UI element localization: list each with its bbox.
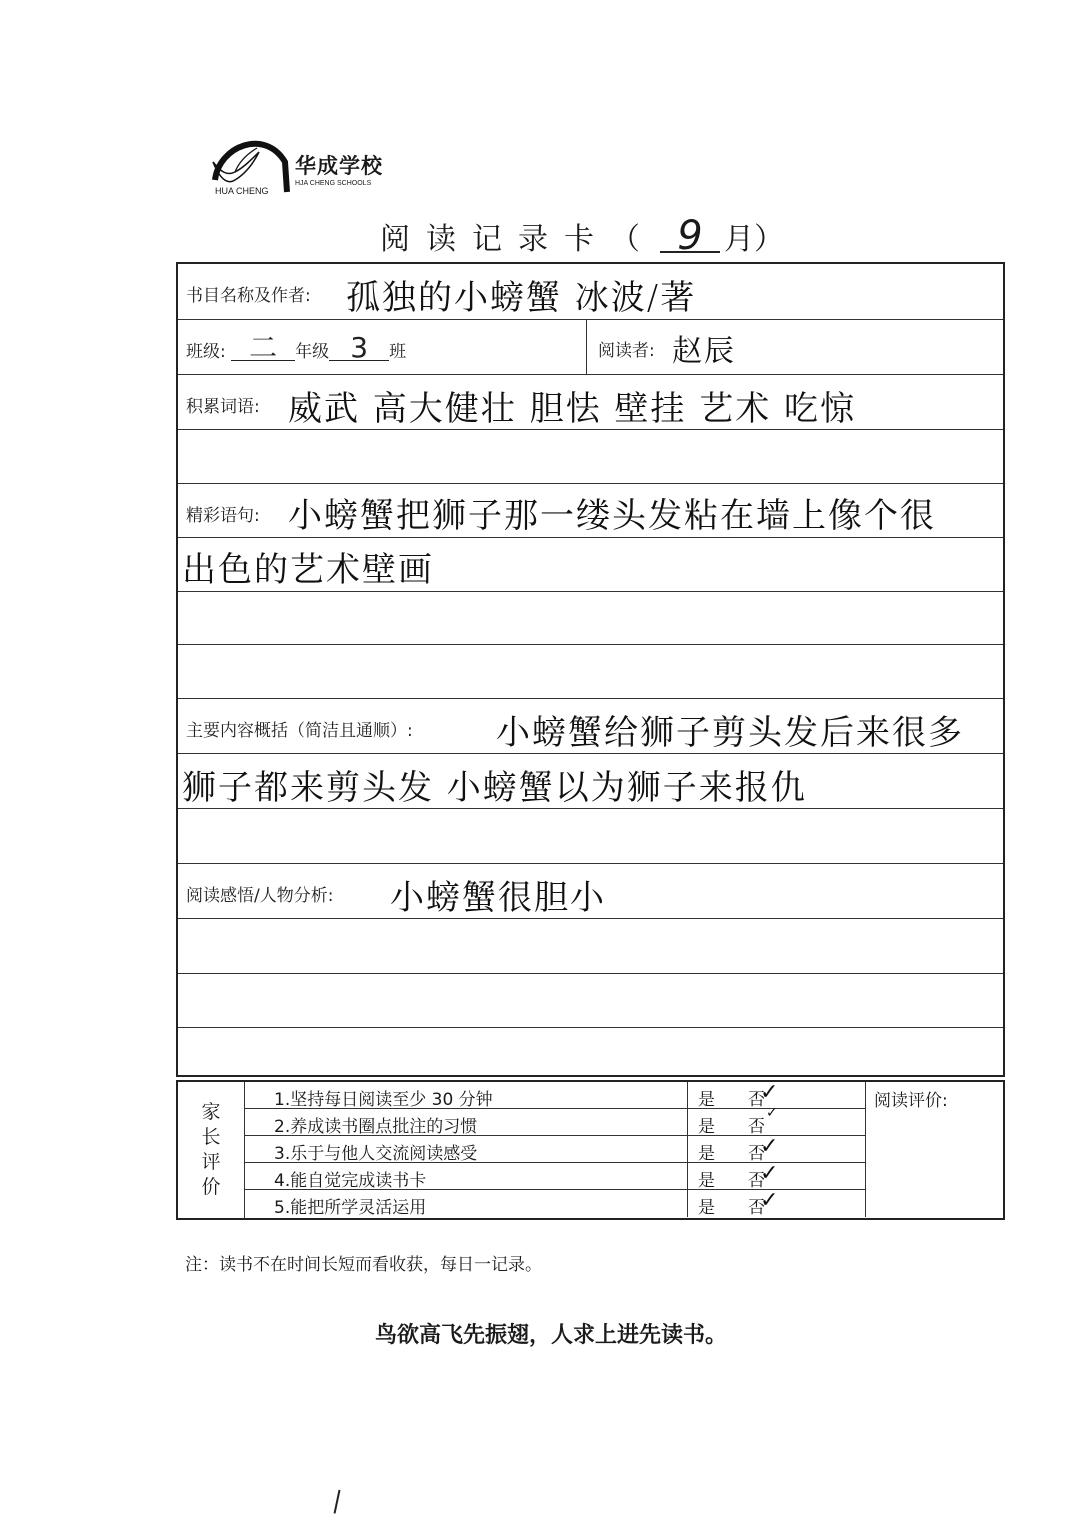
reader-value[interactable]: 赵辰 (672, 334, 736, 369)
pen-mark (334, 1490, 344, 1514)
no-option[interactable]: 否 (748, 1198, 765, 1218)
vocab-value[interactable]: 威武 高大健壮 胆怯 壁挂 艺术 吃惊 (288, 389, 857, 429)
summary-blank-row[interactable] (178, 809, 1003, 864)
sentence-blank-row[interactable] (178, 645, 1003, 699)
column-divider (586, 320, 587, 374)
title-prefix: 阅读记录卡（ (380, 222, 656, 257)
title-suffix: 月） (724, 222, 784, 257)
reading-record-form (176, 262, 1005, 1077)
grade-field[interactable]: 二 (231, 336, 295, 361)
yes-option[interactable]: 是 (698, 1171, 715, 1191)
check-mark-icon: ✓ (766, 1105, 778, 1121)
yes-option[interactable]: 是 (698, 1117, 715, 1137)
summary-row (178, 699, 1003, 754)
reflection-row (178, 864, 1003, 919)
class-info (186, 331, 407, 364)
grade-suffix: 年级 (295, 342, 330, 362)
yes-option[interactable]: 是 (698, 1198, 715, 1218)
parent-eval-side-label (178, 1082, 245, 1218)
class-row (178, 320, 1003, 375)
no-option[interactable]: 否 (748, 1144, 765, 1164)
sentence-row (178, 484, 1003, 538)
check-mark-icon: ✓ (760, 1134, 779, 1159)
book-label: 书目名称及作者: (186, 286, 311, 306)
reflection-label: 阅读感悟/人物分析: (186, 886, 334, 906)
sentence-label: 精彩语句: (186, 506, 260, 526)
school-name: 华成学校 (295, 154, 383, 178)
footnote: 注：读书不在时间长短而看收获，每日一记录。 (185, 1255, 542, 1275)
book-value[interactable]: 孤独的小螃蟹 冰波/著 (346, 278, 697, 318)
yes-option[interactable]: 是 (698, 1090, 715, 1110)
parent-evaluation-table (176, 1080, 1005, 1220)
vocab-blank-row[interactable] (178, 430, 1003, 484)
eval-item-text: 4.能自觉完成读书卡 (274, 1171, 427, 1191)
summary-row-2 (178, 754, 1003, 809)
eval-item-text: 3.乐于与他人交流阅读感受 (274, 1144, 478, 1164)
summary-line-2[interactable]: 狮子都来剪头发 小螃蟹以为狮子来报仇 (182, 768, 807, 808)
side-char: 价 (201, 1176, 221, 1198)
summary-line-1[interactable]: 小螃蟹给狮子剪头发后来很多 (496, 713, 964, 753)
check-mark-icon: ✓ (760, 1080, 779, 1105)
reflection-blank-row[interactable] (178, 1028, 1003, 1077)
reflection-value[interactable]: 小螃蟹很胆小 (390, 878, 606, 918)
eval-item-text: 1.坚持每日阅读至少 30 分钟 (274, 1090, 493, 1110)
yes-no-cell (687, 1190, 866, 1217)
no-option[interactable]: 否 (748, 1171, 765, 1191)
sentence-line-2[interactable]: 出色的艺术壁画 (182, 550, 434, 590)
eval-item-text: 2.养成读书圈点批注的习惯 (274, 1117, 478, 1137)
summary-label: 主要内容概括（简洁且通顺）: (186, 721, 413, 741)
reader-label: 阅读者: (598, 341, 655, 361)
yes-no-cell (687, 1163, 866, 1189)
eval-item (244, 1105, 866, 1137)
yes-option[interactable]: 是 (698, 1144, 715, 1164)
vocab-label: 积累词语: (186, 397, 260, 417)
reflection-blank-row[interactable] (178, 974, 1003, 1028)
eval-item (244, 1136, 866, 1163)
eval-items (244, 1082, 866, 1218)
sentence-row-2 (178, 538, 1003, 592)
yes-no-cell (687, 1136, 866, 1162)
class-number-field[interactable]: 3 (329, 336, 389, 361)
check-mark-icon: ✓ (760, 1161, 779, 1186)
eval-item-text: 5.能把所学灵活运用 (274, 1198, 427, 1218)
school-name-en: HJA CHENG SCHOOLS (295, 180, 372, 187)
yes-no-cell (687, 1105, 866, 1137)
eval-item (244, 1190, 866, 1217)
eval-item (244, 1163, 866, 1190)
vocab-row (178, 375, 1003, 430)
month-field[interactable]: 9 (660, 221, 720, 253)
logo-mark-text: HUA CHENG (215, 186, 269, 196)
class-suffix: 班 (389, 342, 407, 362)
no-option[interactable]: 否 (748, 1090, 765, 1110)
side-char: 长 (201, 1126, 221, 1148)
sentence-blank-row[interactable] (178, 592, 1003, 645)
class-label: 班级: (186, 342, 226, 362)
side-char: 评 (201, 1151, 221, 1173)
check-mark-icon: ✓ (760, 1188, 779, 1213)
no-option[interactable]: 否 (748, 1117, 765, 1137)
sentence-line-1[interactable]: 小螃蟹把狮子那一缕头发粘在墙上像个很 (288, 496, 936, 536)
side-char: 家 (201, 1101, 221, 1123)
school-logo (205, 132, 405, 202)
motto: 鸟欲高飞先振翅，人求上进先读书。 (375, 1323, 728, 1348)
reading-rating-label: 阅读评价: (874, 1091, 948, 1111)
book-row (178, 264, 1003, 320)
reflection-blank-row[interactable] (178, 919, 1003, 974)
page-title (380, 214, 784, 258)
